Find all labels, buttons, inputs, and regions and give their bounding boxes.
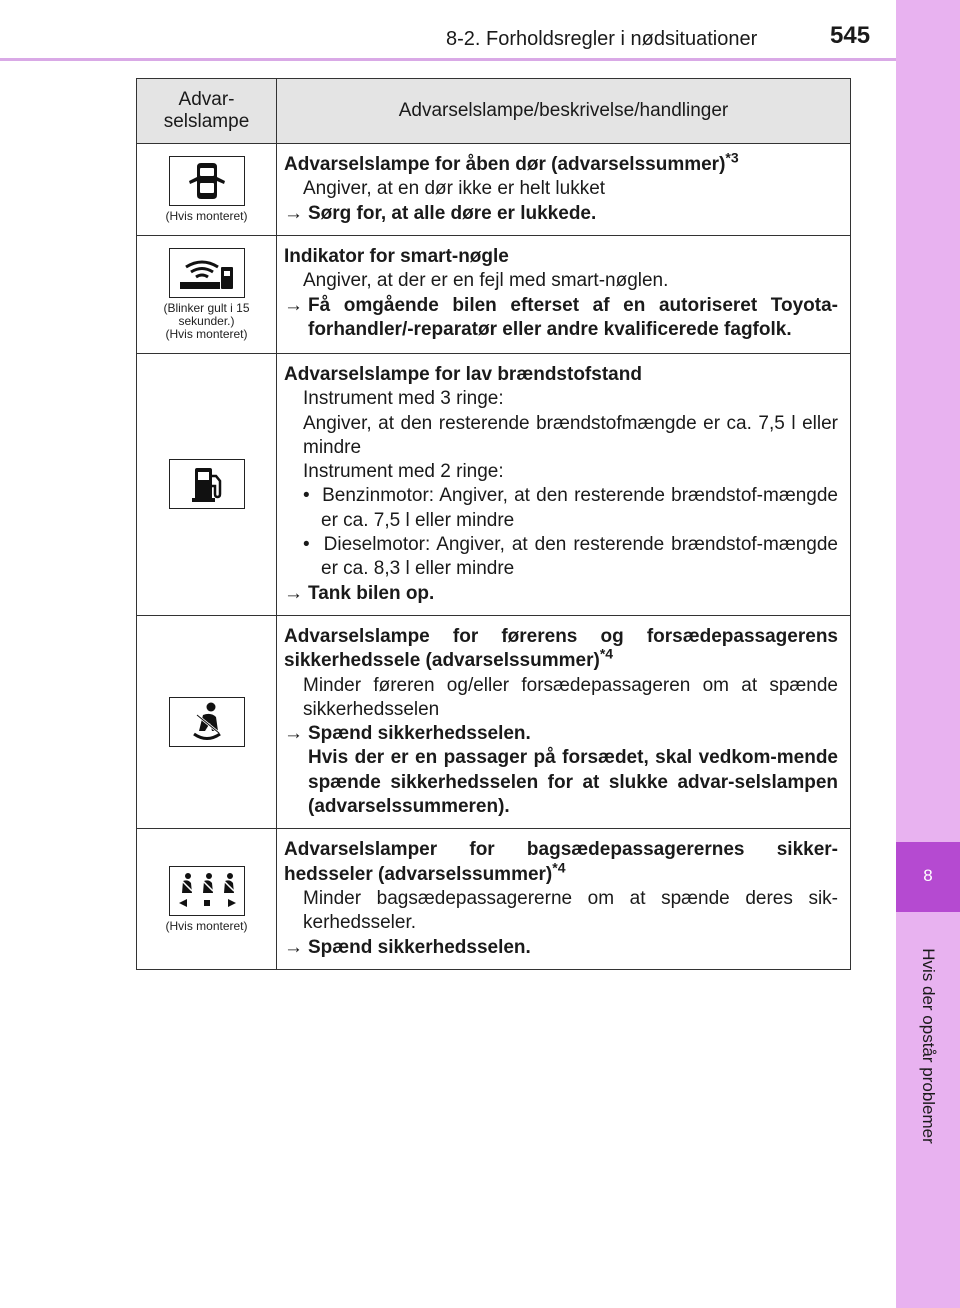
row-action <box>284 722 838 746</box>
header-description: Advarselslampe/beskrivelse/handlinger <box>277 79 851 144</box>
table-row <box>137 236 851 354</box>
header-warning-light-line1: Advar- <box>178 89 235 110</box>
footnote-marker: *4 <box>599 645 614 662</box>
icon-note: (Hvis monteret) <box>165 918 248 933</box>
row-action-text: Få omgående bilen efterset af en autoriseret Toyota-forhandler/-reparatør eller andre kvalificerede fagfolk. <box>308 294 838 340</box>
row-description: Angiver, at der er en fejl med smart-nøglen. <box>303 270 669 292</box>
row-title: Indikator for smart-nøgle <box>284 246 509 267</box>
arrow-icon: → <box>284 582 303 604</box>
row-description: Minder bagsædepassagererne om at spænde deres sik-kerhedsseler. <box>303 887 838 934</box>
row-action-text: Spænd sikkerhedsselen. <box>308 936 531 958</box>
row-action-text: Sørg for, at alle døre er lukkede. <box>308 202 597 224</box>
row-title <box>284 838 838 887</box>
header-rule <box>0 58 896 61</box>
bullet-icon: • <box>303 485 310 507</box>
row-action <box>284 582 838 606</box>
chapter-title: Hvis der opstår problemer <box>919 948 938 1144</box>
row-title <box>284 149 838 177</box>
list-item <box>284 533 838 582</box>
row-title <box>284 625 838 674</box>
list-item <box>284 484 838 533</box>
row-action <box>284 294 838 343</box>
row-title-text: Advarselslamper for bagsædepassagerernes sikker-hedsseler (advarselssummer) <box>284 839 838 885</box>
table-row <box>137 144 851 236</box>
row-description: Instrument med 2 ringe: <box>303 461 504 483</box>
table-row <box>137 615 851 828</box>
table-row <box>137 354 851 616</box>
list-item-text: Benzinmotor: Angiver, at den resterende brændstof-mængde er ca. 7,5 l eller mindre <box>321 485 839 531</box>
row-title: Advarselslampe for lav brændstofstand <box>284 364 642 385</box>
rear-seatbelts-icon <box>169 866 245 916</box>
footnote-marker: *3 <box>725 149 739 166</box>
header-warning-light-line2: selslampe <box>163 111 250 132</box>
bullet-icon: • <box>303 534 310 556</box>
footnote-marker: *4 <box>552 859 566 876</box>
row-description: Minder føreren og/eller forsædepassageren om at spænde sikkerhedsselen <box>303 674 838 720</box>
warning-lights-table <box>136 78 851 970</box>
list-item-text: Dieselmotor: Angiver, at den resterende brændstof-mængde er ca. 8,3 l eller mindre <box>321 534 839 580</box>
row-description: Angiver, at en dør ikke er helt lukket <box>303 178 606 200</box>
row-action <box>284 202 838 226</box>
arrow-icon: → <box>284 202 303 224</box>
row-action-note: Hvis der er en passager på forsædet, skal vedkom-mende spænde sikkerhedsselen for at slukke advar-selslampen (advarselssummeren). <box>308 747 838 818</box>
fuel-pump-icon <box>169 459 245 509</box>
arrow-icon: → <box>284 936 303 958</box>
icon-note-line1: (Blinker gult i 15 sekunder.) <box>163 301 250 328</box>
arrow-icon: → <box>284 294 303 316</box>
row-title-text: Advarselslampe for åben dør (advarselssummer) <box>284 154 726 175</box>
open-door-icon <box>169 156 245 206</box>
row-title-text: Advarselslampe for førerens og forsædepassagerens sikkerhedssele (advarselssummer) <box>284 625 838 672</box>
row-description: Angiver, at den resterende brændstofmængde er ca. 7,5 l eller mindre <box>303 412 838 458</box>
chapter-number: 8 <box>923 866 933 885</box>
table-row <box>137 829 851 969</box>
table-header-row <box>137 79 851 144</box>
icon-note <box>141 302 272 341</box>
smart-key-icon <box>169 248 245 298</box>
header-warning-light <box>137 79 277 144</box>
page-number: 545 <box>830 22 871 49</box>
row-action <box>284 936 838 960</box>
icon-note-line2: (Hvis monteret) <box>165 327 248 341</box>
row-action-text: Spænd sikkerhedsselen. <box>308 723 531 745</box>
section-title: 8-2. Forholdsregler i nødsituationer <box>446 28 758 50</box>
icon-note: (Hvis monteret) <box>165 209 248 223</box>
chapter-number-box <box>896 842 960 912</box>
arrow-icon: → <box>284 723 303 745</box>
seatbelt-icon <box>169 697 245 747</box>
row-action-text: Tank bilen op. <box>308 582 435 604</box>
row-description: Instrument med 3 ringe: <box>303 388 504 410</box>
